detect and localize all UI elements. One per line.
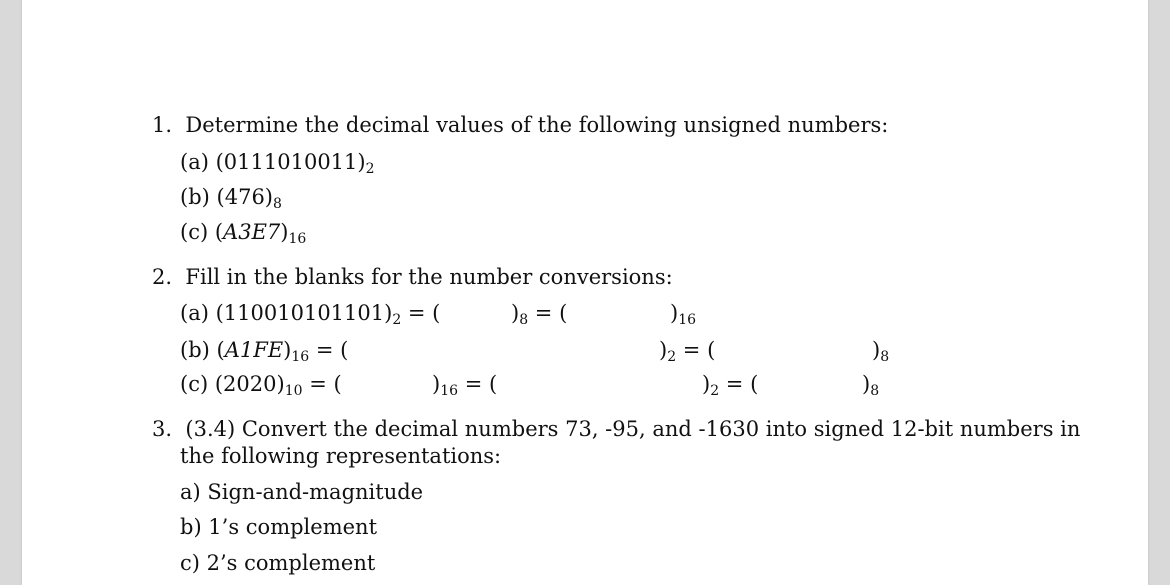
q3-item-a: a) Sign-and-magnitude [180,480,424,504]
q2-b-base2: 8 [880,349,890,365]
q2-c-blank3-close [862,371,879,397]
q2-a-given-base: 2 [392,312,402,328]
q3-prompt-line1: (3.4) Convert the decimal numbers 73, -95, and -1630 into signed 12-bit numbers in [185,417,1081,441]
q2-b-blank2-close [872,337,889,363]
q1-c-base: 16 [288,231,307,247]
q1-c-close: ) [280,220,289,244]
q2-c-eq1: = ( [302,372,342,396]
q1-c-open: ( [214,220,224,244]
q1-prompt: Determine the decimal values of the following unsigned numbers: [185,113,889,137]
q2-number: 2. [152,265,173,289]
q3-number: 3. [152,417,173,441]
q1-number: 1. [152,113,173,137]
q3-item-c: c) 2’s complement [180,551,376,575]
document-page [22,0,1148,585]
q1-a-value: (0111010011) [215,150,366,174]
q2-a-label: (a) [180,301,209,325]
q1-item-c [180,219,306,245]
q2-c-close3: ) [862,372,871,396]
q3-item-b: b) 1’s complement [180,515,378,539]
q2-item-b-given [180,337,348,363]
q2-b-eq1: = ( [309,338,349,362]
q2-b-close2: ) [872,338,881,362]
q1-c-value: A3E7 [223,220,281,244]
q1-item-b [180,184,282,210]
q2-c-blank2-close [702,371,758,397]
q2-heading [152,264,673,290]
q2-item-a-given [180,300,440,326]
q2-b-given-base: 16 [291,349,310,365]
q2-prompt: Fill in the blanks for the number conversions: [185,265,673,289]
q2-a-blank1-close [511,300,567,326]
q2-c-base1: 16 [440,383,459,399]
q2-b-base1: 2 [667,349,677,365]
q2-a-base2: 16 [678,312,697,328]
q2-a-close2: ) [670,301,679,325]
q1-b-base: 8 [273,196,282,212]
q2-b-close: ) [283,338,292,362]
q2-a-eq2: = ( [528,301,568,325]
q2-c-given: (2020) [214,372,285,396]
q2-c-close2: ) [702,372,711,396]
q2-b-blank1-close [659,337,715,363]
q2-a-base1: 8 [519,312,529,328]
q2-c-blank1-close [432,371,497,397]
q1-b-label: (b) [180,185,210,209]
q2-b-label: (b) [180,338,210,362]
q2-a-given: (110010101101) [215,301,393,325]
q1-heading [152,112,888,138]
q2-b-given-value: A1FE [224,338,284,362]
q3-heading [152,416,1080,442]
q1-a-label: (a) [180,150,209,174]
q2-b-open: ( [216,338,225,362]
q2-c-given-base: 10 [284,383,303,399]
q2-c-eq2: = ( [458,372,498,396]
q2-a-close1: ) [511,301,520,325]
q2-b-eq2: = ( [676,338,716,362]
q2-c-label: (c) [180,372,209,396]
q2-c-base2: 2 [710,383,720,399]
q1-a-base: 2 [365,161,375,177]
q1-item-a [180,149,375,175]
q1-c-label: (c) [180,220,209,244]
q2-item-c-given [180,371,342,397]
q2-c-close1: ) [432,372,441,396]
q2-b-close1: ) [659,338,668,362]
q3-prompt-line2: the following representations: [180,444,502,468]
q2-a-eq1: = ( [401,301,441,325]
q2-a-blank2-close [670,300,696,326]
q1-b-value: (476) [216,185,273,209]
q2-c-eq3: = ( [719,372,759,396]
q2-c-base3: 8 [870,383,880,399]
